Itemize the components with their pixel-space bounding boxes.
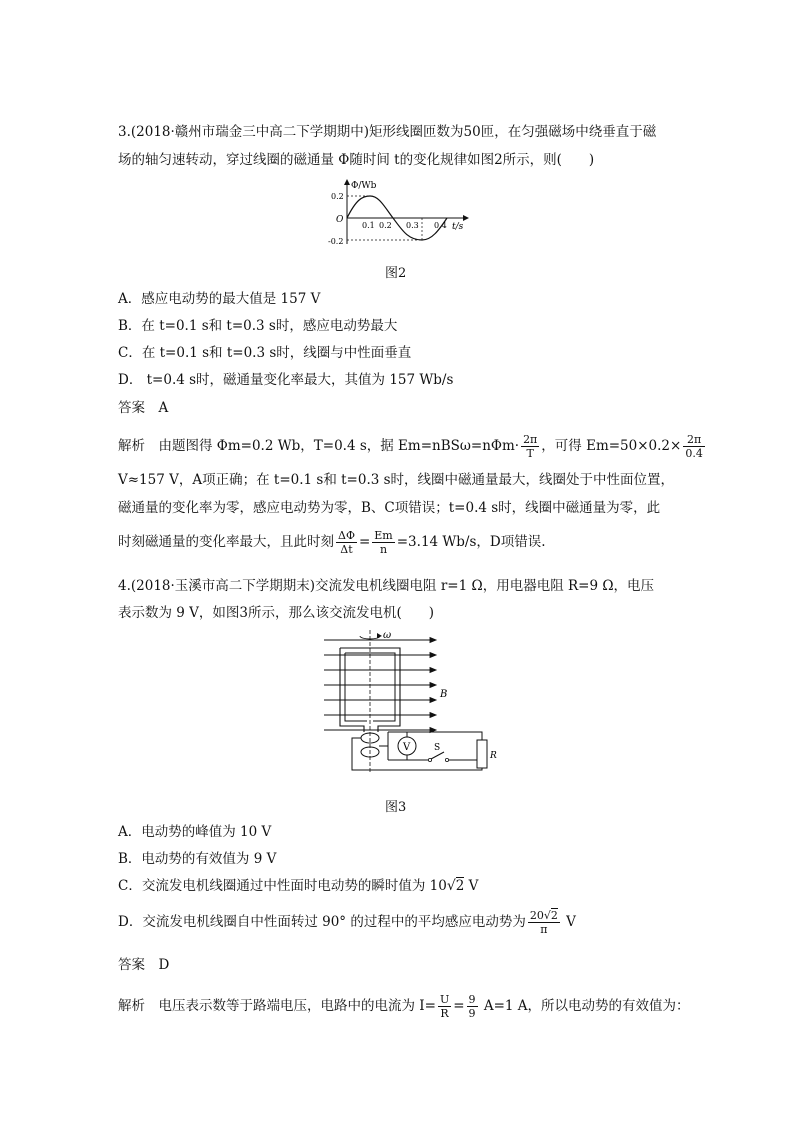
q4-answer: 答案 D	[118, 957, 170, 973]
q3-analysis-text-a: 解析 由题图得 Φm=0.2 Wb，T=0.4 s，据 Em=nBSω=nΦm·	[118, 438, 520, 454]
graph-origin: O	[336, 215, 344, 225]
q4-analysis-text-b: A=1 A，所以电动势的有效值为：	[479, 998, 690, 1014]
q4-option-c-text: C．交流发电机线圈通过中性面时电动势的瞬时值为 10	[118, 878, 447, 894]
fraction-numerator: 9	[468, 993, 476, 1006]
fraction-Em-n	[372, 529, 394, 556]
q3-analysis-text-b: ，可得 Em=50×0.2×	[541, 438, 682, 454]
q4-stem-line1: 4.(2018·玉溪市高二下学期期末)交流发电机线圈电阻 r=1 Ω，用电器电阻 R=9 Ω，电压	[118, 578, 655, 594]
fraction-denominator: Δt	[340, 543, 353, 556]
q4-stem-line2: 表示数为 9 V，如图3所示，那么该交流发电机( )	[118, 605, 435, 621]
label-voltmeter: V	[403, 742, 411, 753]
fraction-2pi-T	[521, 433, 539, 460]
q3-stem-line1: 3.(2018·赣州市瑞金三中高二下学期期中)矩形线圈匝数为50匝，在匀强磁场中绕垂直于磁	[118, 124, 657, 140]
fraction-denominator: n	[379, 543, 388, 556]
q4-option-d-unit: V	[561, 914, 576, 930]
q4-analysis-line1	[118, 988, 690, 1024]
fraction-numerator: 20√2	[529, 909, 558, 922]
q4-analysis-text-a: 解析 电压表示数等于路端电压，电路中的电流为 I=	[118, 998, 436, 1014]
q3-analysis-text-c: 时刻磁通量的变化率最大，且此时刻	[118, 534, 334, 550]
q3-option-a: A．感应电动势的最大值是 157 V	[118, 291, 321, 307]
sqrt-radicand: 2	[455, 878, 465, 894]
numerator-coefficient: 20	[529, 909, 544, 922]
graph-xtick-1: 0.1	[362, 221, 375, 230]
label-field-B: B	[440, 689, 448, 700]
q4-option-c-unit: V	[464, 878, 479, 894]
q3-analysis-line2: V≈157 V，A项正确；在 t=0.1 s和 t=0.3 s时，线圈中磁通量最大，线圈处于中性面位置，	[118, 472, 675, 488]
fraction-denominator: π	[540, 923, 548, 936]
figure-3-generator-diagram	[316, 628, 496, 784]
sqrt-radicand: 2	[550, 909, 558, 922]
graph-ytick-neg: -0.2	[328, 237, 344, 246]
fraction-denominator: 9	[468, 1007, 476, 1020]
q4-option-b: B．电动势的有效值为 9 V	[118, 851, 277, 867]
q4-option-d-text: D．交流发电机线圈自中性面转过 90° 的过程中的平均感应电动势为	[118, 914, 526, 930]
fraction-dphi-dt	[336, 529, 357, 556]
q3-analysis-text-d: =3.14 Wb/s，D项错误.	[396, 534, 546, 550]
figure-2-caption: 图2	[385, 266, 407, 281]
label-resistor: R	[490, 751, 497, 761]
equals-sign: =	[358, 534, 371, 550]
graph-xlabel: t/s	[452, 222, 464, 232]
q4-option-a: A．电动势的峰值为 10 V	[118, 824, 272, 840]
q4-option-d	[118, 904, 576, 940]
q3-analysis-line4	[118, 524, 546, 560]
q3-answer: 答案 A	[118, 400, 169, 416]
graph-ylabel: Φ/Wb	[351, 181, 377, 191]
fraction-numerator: 2π	[523, 433, 538, 446]
graph-xtick-4: 0.4	[434, 221, 447, 230]
fraction-denominator: 0.4	[685, 447, 703, 460]
q3-stem-line2: 场的轴匀速转动，穿过线圈的磁通量 Φ随时间 t的变化规律如图2所示，则( )	[118, 152, 595, 168]
figure-3-caption: 图3	[385, 800, 407, 815]
graph-ytick-pos: 0.2	[331, 192, 344, 201]
q3-analysis-line1	[118, 428, 707, 464]
fraction-numerator: U	[439, 993, 450, 1006]
sqrt-symbol: √	[446, 878, 456, 894]
label-switch: S	[434, 743, 441, 753]
graph-xtick-3: 0.3	[406, 221, 419, 230]
fraction-numerator: 2π	[683, 433, 705, 447]
fraction-9-9	[467, 993, 478, 1020]
fraction-numerator: ΔΦ	[338, 529, 355, 542]
q3-option-b: B．在 t=0.1 s和 t=0.3 s时，感应电动势最大	[118, 318, 398, 334]
figure-2-flux-graph	[326, 176, 476, 250]
fraction-numerator: Em	[374, 529, 393, 542]
fraction-20sqrt2-pi	[528, 909, 560, 936]
fraction-denominator: T	[526, 447, 534, 460]
q3-option-c: C．在 t=0.1 s和 t=0.3 s时，线圈与中性面垂直	[118, 345, 412, 361]
q3-option-d: D． t=0.4 s时，磁通量变化率最大，其值为 157 Wb/s	[118, 372, 454, 388]
fraction-U-R	[438, 993, 451, 1020]
q3-analysis-line3: 磁通量的变化率为零，感应电动势为零，B、C项错误；t=0.4 s时，线圈中磁通量为零，此	[118, 500, 661, 516]
fraction-denominator: R	[440, 1007, 449, 1020]
q4-option-c	[118, 877, 478, 895]
equals-sign: =	[453, 998, 465, 1014]
fraction-2pi-0.4	[683, 433, 705, 460]
graph-xtick-2: 0.2	[379, 221, 392, 230]
label-omega: ω	[383, 630, 392, 641]
